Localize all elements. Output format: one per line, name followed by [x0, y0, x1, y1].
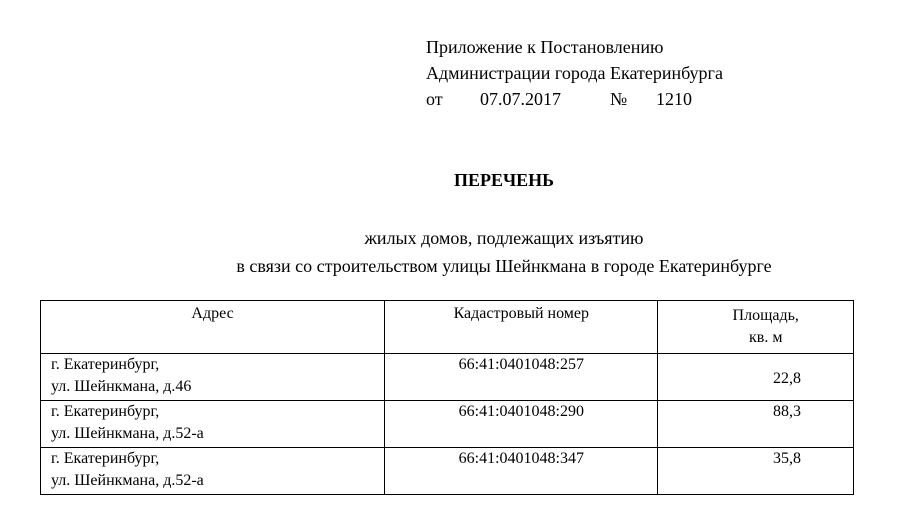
document-date: 07.07.2017 [480, 89, 561, 109]
header-address: Адрес [41, 301, 385, 354]
address-cell [41, 448, 385, 495]
address-cell [41, 401, 385, 448]
subtitle-line-2: в связи со строительством улицы Шейнкмана в городе Екатеринбурге [236, 256, 772, 276]
document-subtitle [0, 224, 900, 280]
address-city: г. Екатеринбург, [51, 403, 160, 420]
table-row [41, 401, 854, 448]
table-header-row [41, 301, 854, 354]
area-cell [658, 401, 854, 448]
appendix-line-1: Приложение к Постановлению [426, 37, 664, 57]
cadastral-cell: 66:41:0401048:290 [385, 401, 658, 448]
appendix-date-number [426, 86, 723, 112]
address-street: ул. Шейнкмана, д.52-а [51, 425, 204, 442]
address-cell [41, 354, 385, 401]
area-value: 22,8 [773, 370, 801, 387]
area-cell [658, 448, 854, 495]
document-title: ПЕРЕЧЕНЬ [453, 170, 555, 190]
table-row [41, 354, 854, 401]
appendix-header [426, 34, 723, 112]
header-area-line-2: кв. м [749, 329, 783, 346]
table-row [41, 448, 854, 495]
cadastral-cell: 66:41:0401048:347 [385, 448, 658, 495]
area-value: 88,3 [773, 403, 801, 420]
header-area [658, 301, 854, 354]
address-city: г. Екатеринбург, [51, 450, 160, 467]
houses-table [40, 300, 854, 495]
header-cadastral: Кадастровый номер [385, 301, 658, 354]
subtitle-line-1: жилых домов, подлежащих изъятию [364, 228, 644, 248]
appendix-line-2: Администрации города Екатеринбурга [426, 63, 723, 83]
number-sign: № [610, 89, 628, 109]
from-label: от [426, 89, 443, 109]
header-area-line-1: Площадь, [732, 307, 799, 324]
area-cell [658, 354, 854, 401]
address-street: ул. Шейнкмана, д.52-а [51, 472, 204, 489]
address-street: ул. Шейнкмана, д.46 [51, 378, 192, 395]
address-city: г. Екатеринбург, [51, 356, 160, 373]
document-number: 1210 [656, 89, 692, 109]
cadastral-cell: 66:41:0401048:257 [385, 354, 658, 401]
area-value: 35,8 [773, 450, 801, 467]
